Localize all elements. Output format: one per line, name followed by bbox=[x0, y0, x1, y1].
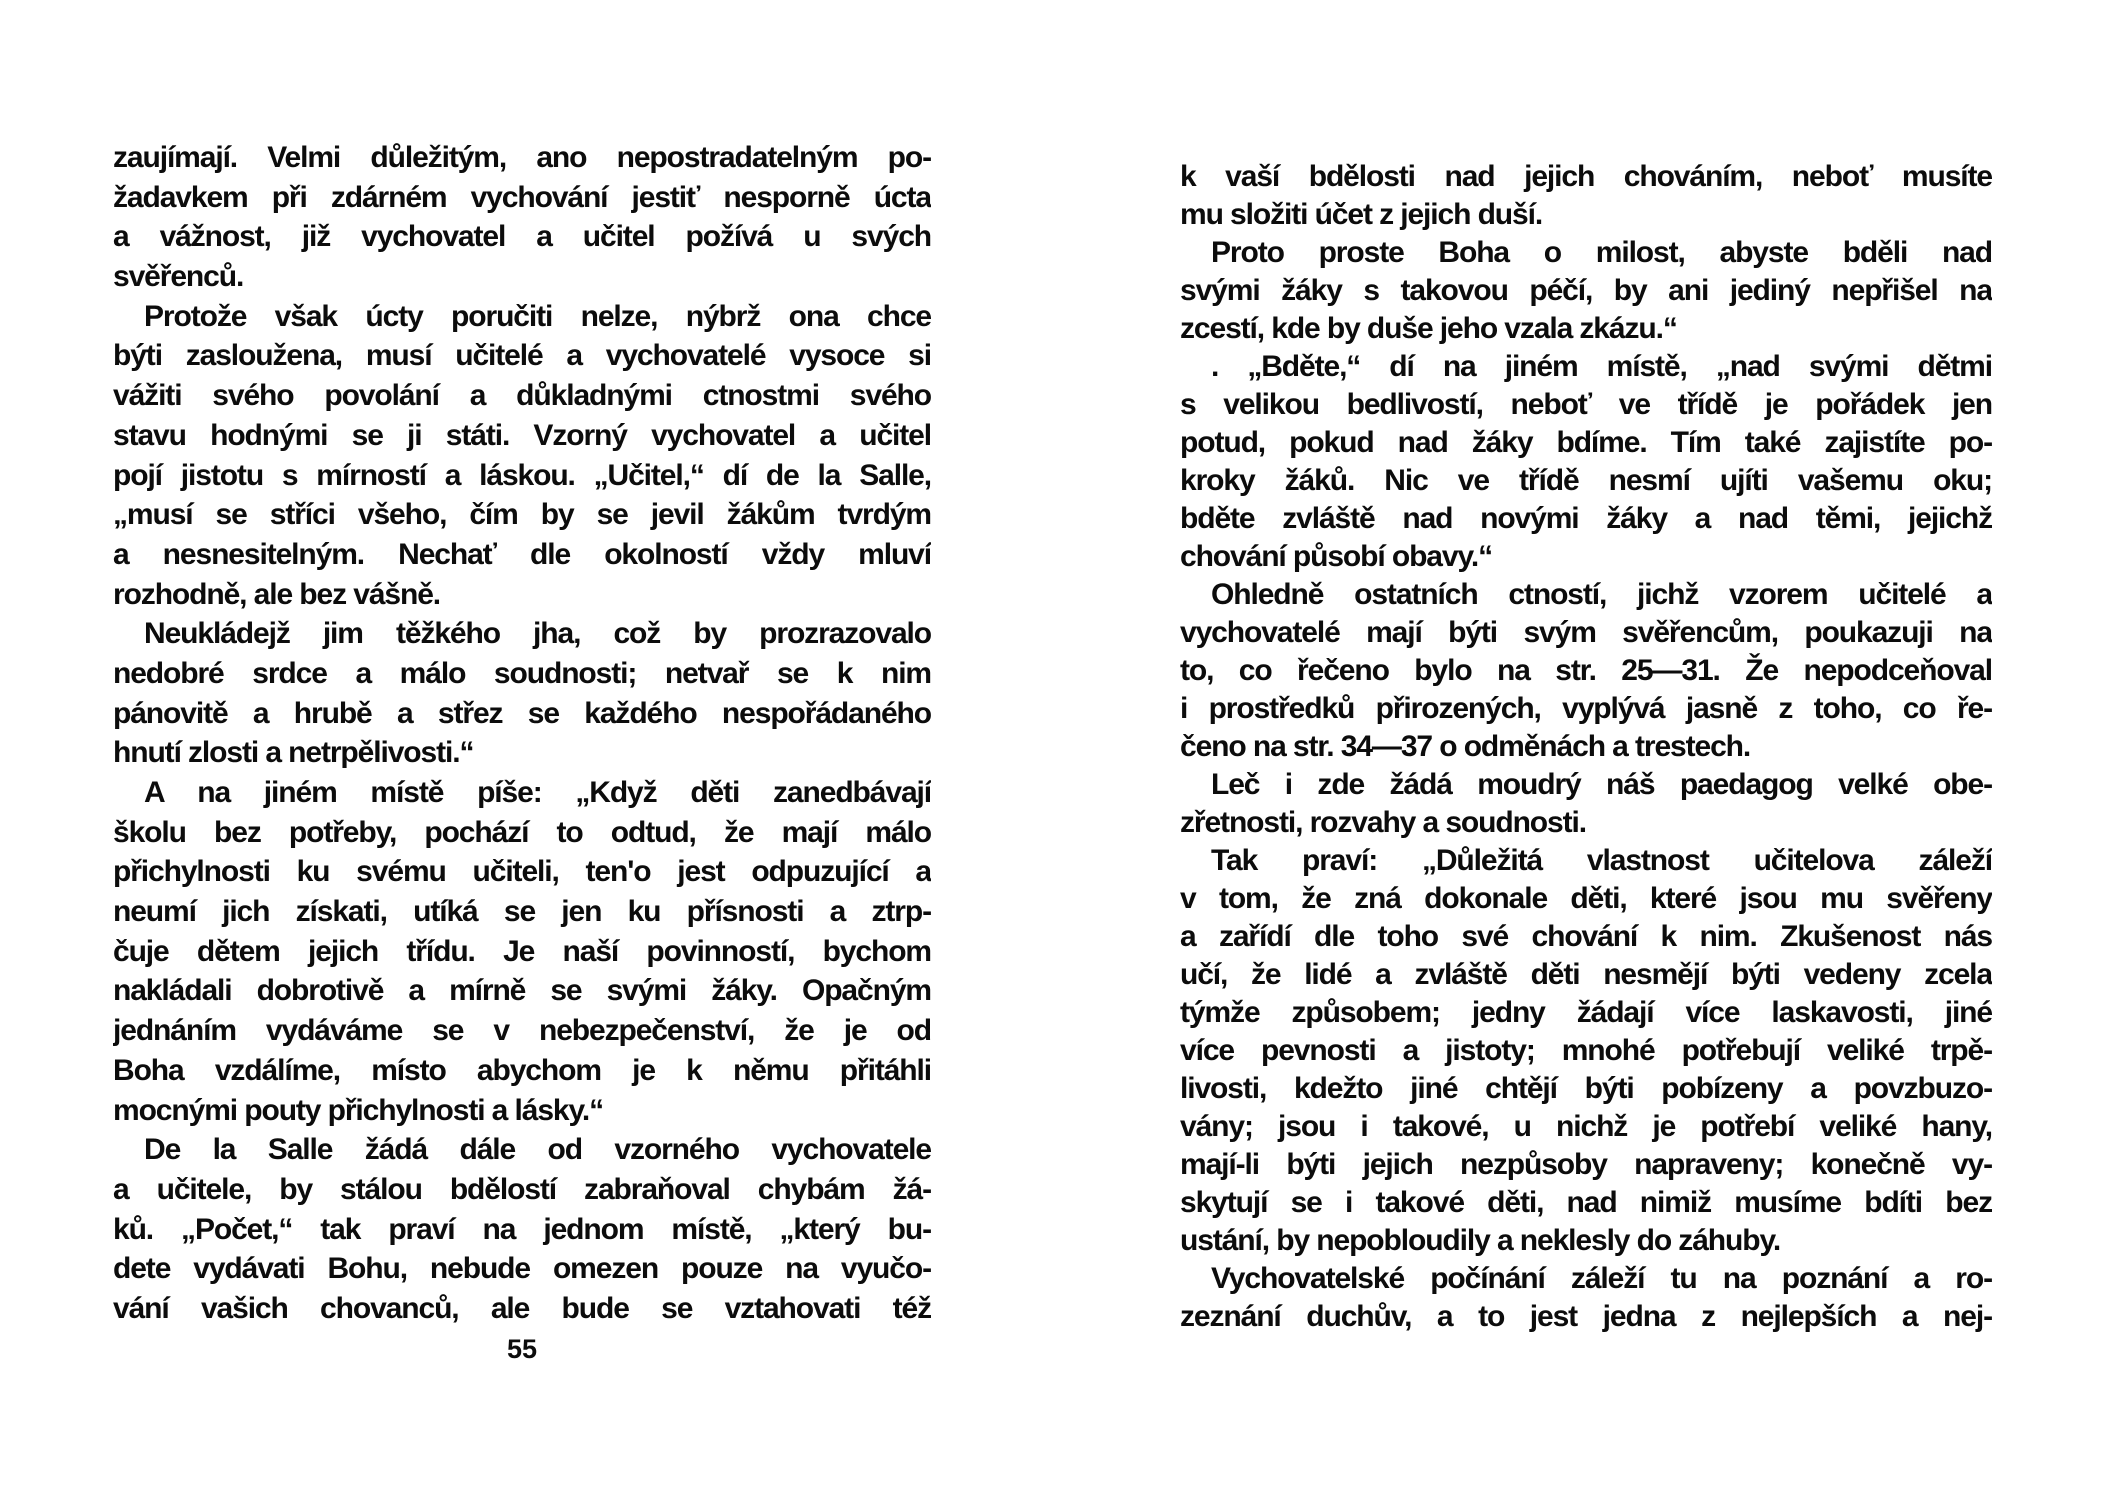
text-line: vány; jsou i takové, u nichž je potřebí veliké hany, bbox=[1180, 1110, 1992, 1143]
text-line: svými žáky s takovou péčí, by ani jediný nepřišel na bbox=[1180, 274, 1992, 307]
text-line: ustání, by nepobloudily a neklesly do záhuby. bbox=[1180, 1224, 1781, 1257]
text-line: vážiti svého povolání a důkladnými ctnostmi svého bbox=[113, 379, 931, 413]
text-line: k vaší bdělosti nad jejich chováním, neboť musíte bbox=[1180, 160, 1992, 193]
text-line: potud, pokud nad žáky bdíme. Tím také zajistíte po- bbox=[1180, 426, 1992, 459]
text-line: livosti, kdežto jiné chtějí býti pobízeny a povzbuzo- bbox=[1180, 1072, 1992, 1105]
text-line: přichylnosti ku svému učiteli, ten'o jest odpuzující a bbox=[113, 855, 931, 889]
text-line: ků. „Počet,“ tak praví na jednom místě, „který bu- bbox=[113, 1212, 931, 1246]
text-line: bděte zvláště nad novými žáky a nad těmi, jejichž bbox=[1180, 502, 1992, 535]
text-line: . „Bděte,“ dí na jiném místě, „nad svými dětmi bbox=[1211, 350, 1992, 383]
text-line: jednáním vydáváme se v nebezpečenství, že je od bbox=[113, 1014, 931, 1048]
text-line: mají-li býti jejich nezpůsoby napraveny; konečně vy- bbox=[1180, 1148, 1992, 1181]
paragraph bbox=[113, 297, 931, 615]
text-line: a nesnesitelným. Nechať dle okolností vždy mluví bbox=[113, 537, 931, 571]
text-line: Vychovatelské počínání záleží tu na poznání a ro- bbox=[1211, 1262, 1992, 1295]
text-line: týmže způsobem; jedny žádají více laskavosti, jiné bbox=[1180, 996, 1992, 1029]
text-line: stavu hodnými se ji státi. Vzorný vychovatel a učitel bbox=[113, 418, 931, 452]
paragraph bbox=[113, 773, 931, 1130]
text-line: býti zasloužena, musí učitelé a vychovatelé vysoce si bbox=[113, 339, 931, 373]
paragraph bbox=[1180, 842, 1992, 1260]
text-line: neumí jich získati, utíká se jen ku přísnosti a ztrp- bbox=[113, 895, 931, 929]
text-line: chování působí obavy.“ bbox=[1180, 540, 1492, 573]
text-line: pojí jistotu s mírností a láskou. „Učitel,“ dí de la Salle, bbox=[113, 458, 931, 492]
text-line: mocnými pouty přichylnosti a lásky.“ bbox=[113, 1093, 603, 1127]
text-line: učí, že lidé a zvláště děti nesmějí býti vedeny zcela bbox=[1180, 958, 1992, 991]
text-line: kroky žáků. Nic ve třídě nesmí ujíti vašemu oku; bbox=[1180, 464, 1992, 497]
left-page-text bbox=[113, 138, 931, 1329]
paragraph bbox=[1180, 158, 1992, 234]
text-line: Boha vzdálíme, místo abychom je k němu přitáhli bbox=[113, 1053, 931, 1087]
text-line: to, co řečeno bylo na str. 25—31. Že nepodceňoval bbox=[1180, 654, 1992, 687]
text-line: nakládali dobrotivě a mírně se svými žáky. Opačným bbox=[113, 974, 931, 1008]
text-line: mu složiti účet z jejich duší. bbox=[1180, 198, 1543, 231]
text-line: a zařídí dle toho své chování k nim. Zkušenost nás bbox=[1180, 920, 1992, 953]
text-line: čeno na str. 34—37 o odměnách a trestech. bbox=[1180, 730, 1751, 763]
text-line: Tak praví: „Důležitá vlastnost učitelova záleží bbox=[1211, 844, 1992, 877]
text-line: čuje dětem jejich třídu. Je naší povinností, bychom bbox=[113, 934, 931, 968]
text-line: v tom, že zná dokonale děti, které jsou mu svěřeny bbox=[1180, 882, 1992, 915]
paragraph bbox=[113, 614, 931, 773]
left-page-number: 55 bbox=[506, 1334, 538, 1364]
paragraph bbox=[1180, 1260, 1992, 1336]
text-line: hnutí zlosti a netrpělivosti.“ bbox=[113, 736, 474, 770]
text-line: svěřenců. bbox=[113, 260, 244, 294]
text-line: i prostředků přirozených, vyplývá jasně z toho, co ře- bbox=[1180, 692, 1992, 725]
text-line: zaujímají. Velmi důležitým, ano nepostradatelným po- bbox=[113, 141, 931, 174]
text-line: rozhodně, ale bez vášně. bbox=[113, 577, 441, 611]
paragraph bbox=[1180, 766, 1992, 842]
text-line: A na jiném místě píše: „Když děti zanedbávají bbox=[144, 776, 931, 809]
text-line: s velikou bedlivostí, neboť ve třídě je pořádek jen bbox=[1180, 388, 1992, 421]
text-line: Proto proste Boha o milost, abyste bděli nad bbox=[1211, 236, 1992, 269]
text-line: pánovitě a hrubě a střez se každého nespořádaného bbox=[113, 696, 931, 730]
paragraph bbox=[113, 1130, 931, 1328]
text-line: nedobré srdce a málo soudnosti; netvař se k nim bbox=[113, 656, 931, 690]
text-line: vání vašich chovanců, ale bude se vztahovati též bbox=[113, 1291, 931, 1325]
text-line: Protože však úcty poručiti nelze, nýbrž ona chce bbox=[144, 299, 931, 333]
text-line: školu bez potřeby, pochází to odtud, že mají málo bbox=[113, 815, 931, 849]
text-line: a vážnost, již vychovatel a učitel požívá u svých bbox=[113, 220, 931, 254]
paragraph bbox=[1180, 234, 1992, 348]
text-line: Leč i zde žádá moudrý náš paedagog velké obe- bbox=[1211, 768, 1992, 801]
text-line: zřetnosti, rozvahy a soudnosti. bbox=[1180, 806, 1586, 839]
paragraph bbox=[1180, 348, 1992, 576]
paragraph bbox=[113, 138, 931, 297]
text-line: skytují se i takové děti, nad nimiž musíme bdíti bez bbox=[1180, 1186, 1992, 1219]
text-line: De la Salle žádá dále od vzorného vychovatele bbox=[144, 1133, 931, 1167]
text-line: vychovatelé mají býti svým svěřencům, poukazuji na bbox=[1180, 616, 1992, 649]
text-line: a učitele, by stálou bdělostí zabraňoval chybám žá- bbox=[113, 1172, 931, 1206]
text-line: více pevnosti a jistoty; mnohé potřebují veliké trpě- bbox=[1180, 1034, 1992, 1067]
text-line: žadavkem při zdárném vychování jestiť nesporně úcta bbox=[113, 180, 931, 214]
paragraph bbox=[1180, 576, 1992, 766]
text-line: dete vydávati Bohu, nebude omezen pouze na vyučo- bbox=[113, 1252, 931, 1286]
right-page-text bbox=[1180, 158, 1992, 1336]
text-line: zcestí, kde by duše jeho vzala zkázu.“ bbox=[1180, 312, 1677, 345]
text-line: zeznání duchův, a to jest jedna z nejlepších a nej- bbox=[1180, 1300, 1992, 1333]
text-line: Ohledně ostatních ctností, jichž vzorem učitelé a bbox=[1211, 578, 1992, 611]
text-line: Neukládejž jim těžkého jha, což by prozrazovalo bbox=[144, 617, 931, 651]
text-line: „musí se stříci všeho, čím by se jevil žákům tvrdým bbox=[113, 498, 931, 532]
